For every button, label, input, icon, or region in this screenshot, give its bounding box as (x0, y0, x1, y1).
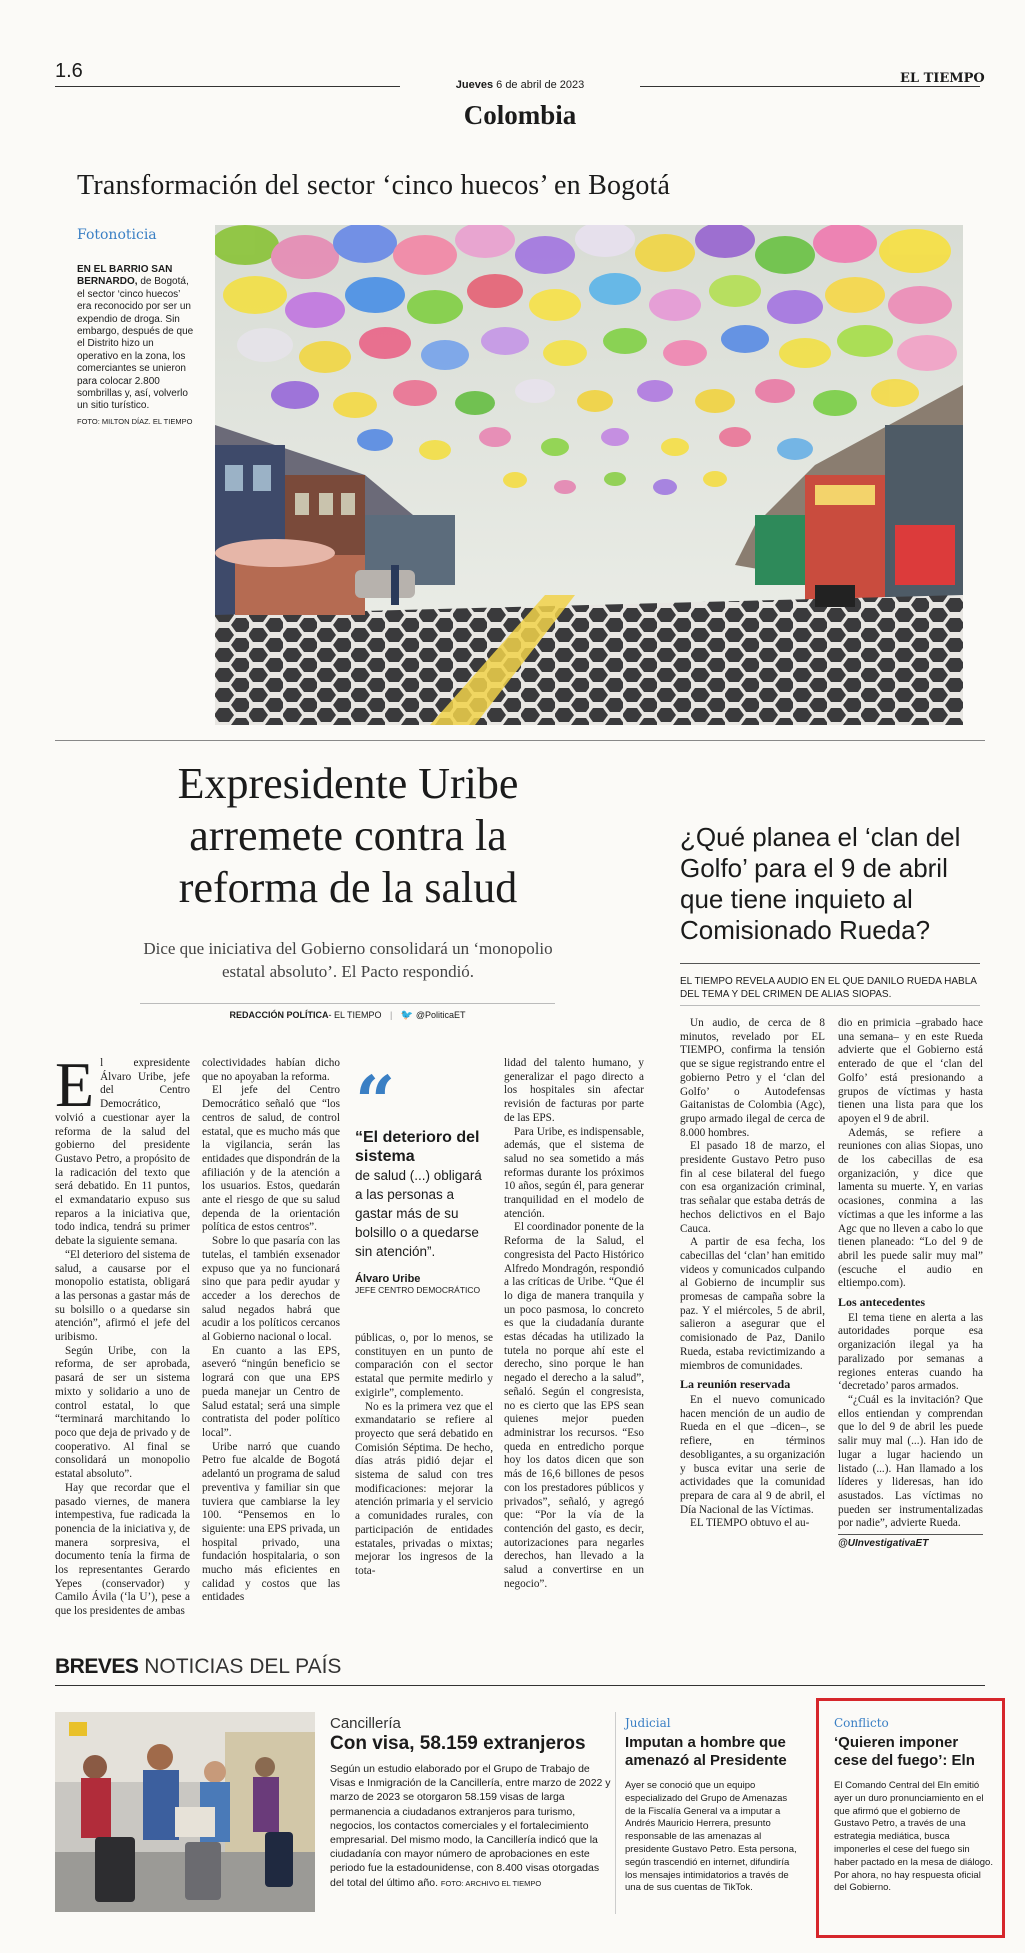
paragraph: Hay que recordar que el pasado viernes, de manera intempestiva, fue radicada la ponencia de la iniciativa y, de manera sorpresiva, el documento tenía la firma de los representantes Gerardo Yepes (conservador) y Camilo Ávila (‘la U’), pese a que los presidentes de ambas (55, 1481, 190, 1618)
paragraph: El coordinador ponente de la Reforma de la Salud, el congresista del Pacto Histórico Alfredo Mondragón, respondió a las críticas de Uribe. “Que él lo diga de manera tranquila y un poco pasmosa, lo concreto es que la ciudadanía durante estas décadas ha utilizado la tutela no porque ahí este el derecho, sino porque le han negado el derecho a la salud”, señaló. Según el congresista, no es cierto que las EPS sean quienes mejor pueden administrar los recursos. “Eso queda en entredicho porque hoy los datos dicen que son más de 16,6 billones de pesos con los prestadores públicos y privados”, señaló, y agregó que: “Por la vía de la contención del gasto, es decir, autorizaciones para negarles derechos, han llevado a la salud a convertirse en un negocio”. (504, 1221, 644, 1590)
fotonoticia-tag: Fotonoticia (77, 227, 157, 243)
paragraph: Según Uribe, con la reforma, de ser aprobada, pasará de ser un sistema mixto y solidario a uno de control estatal, lo que “terminará marchitando lo poco que deja de privado y de cooperativo. Al final se consolidará un monopolio estatal absoluto”. (55, 1344, 190, 1481)
quote-mark-icon: “ (355, 1060, 396, 1143)
photo-credit: FOTO: MILTON DÍAZ. EL TIEMPO (77, 416, 193, 426)
byline-twitter: @PoliticaET (415, 1010, 466, 1020)
caption-text: de Bogotá, el sector ‘cinco huecos’ era reconocido por ser un expendio de droga. Sin embargo, después de que el Distrito hizo un operativo en la zona, los comerciantes se unieron para colocar 2.800 sombrillas y, así, volverlo un sitio turístico. (77, 276, 194, 412)
breves-light: NOTICIAS DEL PAÍS (144, 1655, 342, 1678)
paragraph: No es la primera vez que el exmandatario se refiere al proyecto que será debatido en Comisión Séptima. De hecho, días atrás pidió dejar el sistema de salud con tres modificaciones: mejorar la atención primaria y el servicio a comunidades rurales, con participación de entidades estatales, privadas o mixtas; mejorar los ingresos de la tota- (355, 1400, 493, 1577)
date-line (430, 79, 610, 91)
main-col-4 (504, 1057, 644, 1591)
umbrella-street-photo (215, 225, 963, 725)
breve-3-text: El Comando Central del Eln emitió ayer un duro pronunciamiento en el que afirmó que el gobierno de Gustavo Petro, a través de una estrategia mediática, busca imponerles el cese del fuego sin haber pactado en la mesa de diálogo. Por ahora, no hay respuesta oficial del Gobierno. (834, 1780, 993, 1894)
side-signature: @UInvestigativaET (838, 1538, 929, 1549)
main-headline: Expresidente Uribe arremete contra la reforma de la salud (177, 759, 519, 912)
main-col-2 (202, 1057, 340, 1605)
paragraph: A partir de esa fecha, los cabecillas del ‘clan’ han emitido videos y comunicados culpando al Gobierno de incumplir sus promesas de campaña sobre la paz. Y el miércoles, 5 de abril, salieron a asegurar que el comisionado de Paz, Danilo Rueda, estaba revictimizando a miembros de comunidades. (680, 1236, 825, 1372)
breves-label (55, 1655, 341, 1679)
date-day: Jueves (455, 79, 494, 91)
paragraph: El tema tiene en alerta a las autoridades porque esa organización ilegal ya ha paralizado por semanas a regiones enteras cuando ha ‘decretado’ paros armados. (838, 1311, 983, 1393)
main-deck: Dice que iniciativa del Gobierno consolidará un ‘monopolio estatal absoluto’. El Pacto respondió. (143, 939, 553, 981)
paragraph: Uribe narró que cuando Petro fue alcalde de Bogotá adelantó un programa de salud preventiva y familiar sin que tuviera que cambiarse la ley 100. “Pensemos en lo siguiente: una EPS privada, un hospital privado, una fundación hospitalaria, o son mucho más eficientes en calidad y costos que las entidades (202, 1440, 340, 1604)
twitter-icon: 🐦 (400, 1010, 414, 1021)
quote-role: JEFE CENTRO DEMOCRÁTICO (355, 1285, 481, 1295)
breve-1-text (330, 1762, 615, 1891)
caption-lead: EN EL BARRIO SAN BERNARDO, (77, 264, 173, 288)
photo-headline: Transformación del sector ‘cinco huecos’ en Bogotá (77, 170, 671, 201)
paragraph: El jefe del Centro Democrático señaló que “los centros de salud, de control estatal, que es mucho más que la vigilancia, serán las entidades que dispondrán de la afiliación y de la atención a los usuarios. Estos, quedarán ante el riesgo de que su salud dependa de la orientación política de estos centros”. (202, 1084, 340, 1234)
breve-1-kicker: Cancillería (330, 1715, 401, 1732)
side-deck: EL TIEMPO REVELA AUDIO EN EL QUE DANILO RUEDA HABLA DEL TEMA Y DEL CRIMEN DE ALIAS SIOPAS. (680, 976, 977, 1000)
side-headline: ¿Qué planea el ‘clan del Golfo’ para el 9 de abril que tiene inquieto al Comisionado Rueda? (680, 822, 961, 945)
paragraph: Sobre lo que pasaría con las tutelas, el también exsenador expuso que ya no funcionará sino que para pedir ayudar y acceder a los derechos de salud negados habrá que acudir a los políticos cercanos al Gobierno nacional o local. (202, 1235, 340, 1344)
breve-1-body: Según un estudio elaborado por el Grupo de Trabajo de Visas e Inmigración de la Cancillería, entre marzo de 2022 y marzo de 2023 se otorgaron 58.159 visas de larga permanencia a ciudadanos extranjeros para turismo, negocios, los contactos comerciales y el fortalecimiento empresarial. Del mismo modo, la Cancillería indicó que la ciudadanía con mayor número de aprobaciones en este periodo fue la estadounidense, con 8.400 visas otorgadas del total del último año. (330, 1763, 611, 1889)
side-col-1 (680, 1017, 825, 1531)
main-col-1 (55, 1049, 190, 1619)
byline-org: - EL TIEMPO (328, 1010, 382, 1020)
byline: REDACCIÓN POLÍTICA- EL TIEMPO | 🐦 @PoliticaET (229, 1010, 466, 1021)
paragraph: Un audio, de cerca de 8 minutos, revelado por EL TIEMPO, confirma la tensión que se sigue registrando entre el gobierno Petro y el ‘clan del Golfo’ o Autodefensas Gaitanistas de Colombia (Agc), grupo armado ilegal de cerca de 8.000 hombres. (680, 1017, 825, 1139)
paragraph: Para Uribe, es indispensable, además, que el sistema de salud no sea sometido a más reformas durante los próximos 10 años, según él, para generar tranquilidad en el modelo de atención. (504, 1125, 644, 1220)
paragraph: “El deterioro del sistema de salud, a causarse por el monopolio estatista, obligará a las personas a gastar más de su bolsillo o a quedarse sin atención”, afirmó el jefe del uribismo. (55, 1248, 190, 1344)
breve-1-credit: FOTO: ARCHIVO EL TIEMPO (440, 1878, 542, 1888)
quote-text: de salud (...) obligará a las personas a gastar más de su bolsillo o a quedarse sin atención”. (355, 1168, 482, 1259)
breve-2-text: Ayer se conoció que un equipo especializado del Grupo de Amenazas de la Fiscalía General va a imputar a Andrés Mauricio Herrera, presunto responsable de las amenazas al presidente Gustavo Petro. Esta persona, según trascendió en internet, difundiría los mensajes intimidatorios a través de una de sus cuentas de TikTok. (625, 1780, 797, 1894)
breve-3-kicker: Conflicto (834, 1716, 889, 1730)
paragraph: Además, se refiere a reuniones con alias Siopas, uno de los cabecillas de esa organización, y dice que lamenta su muerte. Y, en varias ocasiones, conmina a las víctimas a que les informe a las Agc que no lleven a cabo lo que tienen planeado: “Lo del 9 de abril les puede salir muy mal” (escuche el audio en eltiempo.com). (838, 1126, 983, 1290)
brand-logo: EL TIEMPO (900, 71, 985, 86)
pull-quote (355, 1060, 493, 1295)
side-col-2 (838, 1017, 983, 1531)
paragraph: colectividades habían dicho que no apoyaban la reforma. (202, 1057, 340, 1083)
paragraph: “¿Cuál es la invitación? Que ellos entiendan y comprendan que lo del 9 de abril les puede salir muy mal (...). Han ido de lugar a lugar haciendo un listado (...). Han llamado a los líderes y lideresas, han ido asustados. Las víctimas no pueden ser instrumentalizadas por nadie”, advierte Rueda. (838, 1393, 983, 1530)
breve-3-title: ‘Quieren imponer cese del fuego’: Eln (834, 1734, 975, 1769)
byline-author: REDACCIÓN POLÍTICA (229, 1010, 329, 1020)
date-text: 6 de abril de 2023 (496, 79, 585, 91)
airport-travelers-photo (55, 1712, 315, 1912)
breves-bold: BREVES (55, 1655, 139, 1678)
quote-lead: “El deterioro del sistema (355, 1129, 480, 1165)
page-number: 1.6 (55, 60, 83, 82)
breve-1-title: Con visa, 58.159 extranjeros (330, 1733, 586, 1754)
paragraph: públicas, o, por lo menos, se constituyen en un punto de comparación con el sector estatal que permite medirlo y exigirle”, complemento. (355, 1332, 493, 1399)
paragraph: El pasado 18 de marzo, el presidente Gustavo Petro puso fin al cese bilateral del fuego con esa organización criminal, tras señalar que estaba detrás de hechos delictivos en el Bajo Cauca. (680, 1140, 825, 1235)
paragraph: dio en primicia –grabado hace una semana– y en este Rueda advierte que el Gobierno está enterado de que el ‘clan del Golfo’ está presionando a grupos de víctimas y hasta tienen una lista para que los apoyen el 9 de abril. (838, 1017, 983, 1125)
breve-2-kicker: Judicial (625, 1716, 671, 1730)
side-subhead-1: La reunión reservada (680, 1377, 791, 1392)
section-title: Colombia (463, 100, 577, 130)
paragraph: lidad del talento humano, y generalizar el pago directo a los hospitales sin afectar revisión de facturas por parte de las EPS. (504, 1057, 644, 1124)
dropcap: E (55, 1049, 95, 1120)
main-col-3 (355, 1332, 493, 1579)
paragraph: En el nuevo comunicado hacen mención de un audio de Rueda en el que –dicen–, se refiere, en términos desobligantes, a su organización y busca evitar una serie de actividades que la comunidad prepara de cara al 9 de abril, el Día Nacional de las Víctimas. (680, 1393, 825, 1516)
paragraph: En cuanto a las EPS, aseveró “ningún beneficio se logrará con que una EPS pueda manejar un Centro de Salud estatal; será una simple contratista del poder político local”. (202, 1344, 340, 1439)
breve-2-title: Imputan a hombre que amenazó al Presidente (625, 1734, 787, 1769)
side-subhead-2: Los antecedentes (838, 1295, 925, 1310)
paragraph: l expresidente Álvaro Uribe, jefe del Centro Democrático, volvió a cuestionar ayer la reforma de la salud del gobierno del presidente Gustavo Petro, a propósito de la radicación del texto que será debatido. En 11 puntos, el exmandatario expuso sus reparos a la iniciativa que, todo indica, tendrá su primer debate la siguiente semana. (55, 1057, 190, 1248)
paragraph: EL TIEMPO obtuvo el au- (690, 1517, 810, 1530)
quote-author: Álvaro Uribe (355, 1273, 421, 1285)
photo-caption (77, 264, 195, 428)
